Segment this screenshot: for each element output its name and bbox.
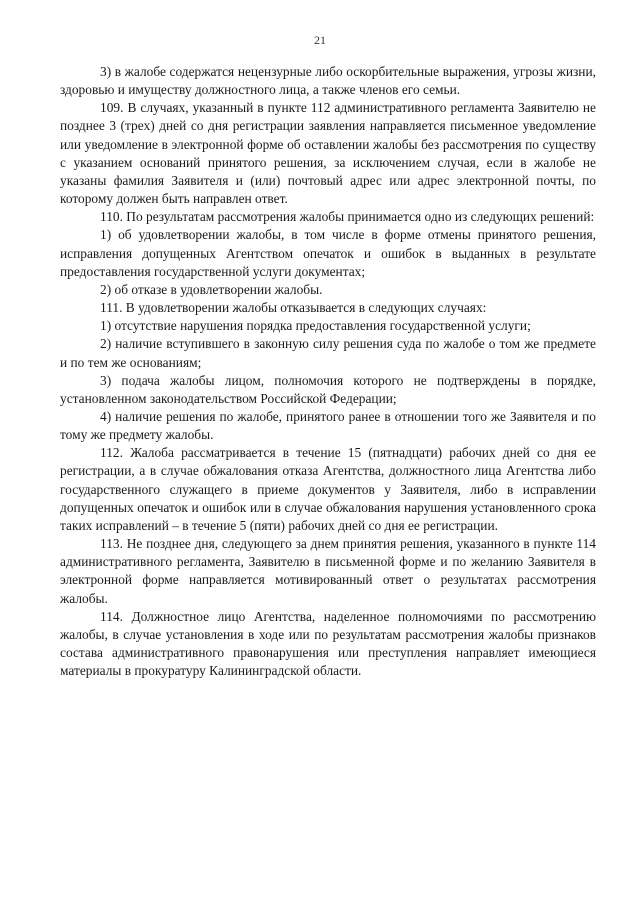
paragraph-111-item-2: 2) наличие вступившего в законную силу решения суда по жалобе о том же предмете и по тем же основаниям; [60, 336, 596, 370]
paragraph-111: 111. В удовлетворении жалобы отказывается в следующих случаях: [100, 300, 487, 316]
paragraph-110-item-2: 2) об отказе в удовлетворении жалобы. [100, 281, 323, 297]
paragraph-110-item-1: 1) об удовлетворении жалобы, в том числе в форме отмены принятого решения, исправления допущенных Агентством опечаток и ошибок в выданных в результате предоставления государственной услуги документах; [60, 227, 596, 279]
page-number: 21 [314, 33, 326, 47]
paragraph-112: 112. Жалоба рассматривается в течение 15 (пятнадцати) рабочих дней со дня ее регистрации, а в случае обжалования отказа Агентства, должностного лица Агентства либо государственного служащего в приеме документов у Заявителя, либо в исправлении допущенных опечаток и ошибок или в случае обжалования нарушения установленного срока таких исправлений – в течение 5 (пяти) рабочих дней со дня ее регистрации. [60, 445, 596, 533]
paragraph-111-item-3: 3) подача жалобы лицом, полномочия которого не подтверждены в порядке, установленном законодательством Российской Федерации; [60, 372, 596, 406]
paragraph-110: 110. По результатам рассмотрения жалобы принимается одно из следующих решений: [100, 209, 595, 225]
paragraph-111-item-1: 1) отсутствие нарушения порядка предоставления государственной услуги; [100, 318, 531, 334]
paragraph-complaint-obscene: 3) в жалобе содержатся нецензурные либо оскорбительные выражения, угрозы жизни, здоровью и имуществу должностного лица, а также членов его семьи. [60, 64, 596, 98]
paragraph-111-item-4: 4) наличие решения по жалобе, принятого ранее в отношении того же Заявителя и по тому же предмету жалобы. [60, 408, 596, 443]
paragraph-113: 113. Не позднее дня, следующего за днем принятия решения, указанного в пункте 114 административного регламента, Заявителю в письменной форме и по желанию Заявителя в электронной форме направляется мотивированный ответ о результатах рассмотрения жалобы. [60, 536, 596, 606]
paragraph-114: 114. Должностное лицо Агентства, наделенное полномочиями по рассмотрению жалобы, в случае установления в ходе или по результатам рассмотрения жалобы признаков состава административного правонарушения или преступления направляет имеющиеся материалы в прокуратуру Калининградской области. [60, 608, 596, 679]
paragraph-109: 109. В случаях, указанный в пункте 112 административного регламента Заявителю не позднее 3 (трех) дней со дня регистрации заявления направляется письменное уведомление или уведомление в электронной форме об оставлении жалобы без рассмотрения по существу с указанием оснований принятого решения, за исключением случая, если в жалобе не указаны фамилия Заявителя и (или) почтовый адрес или адрес электронной почты, по которому должен быть направлен ответ. [60, 100, 596, 207]
document-body [60, 63, 596, 680]
